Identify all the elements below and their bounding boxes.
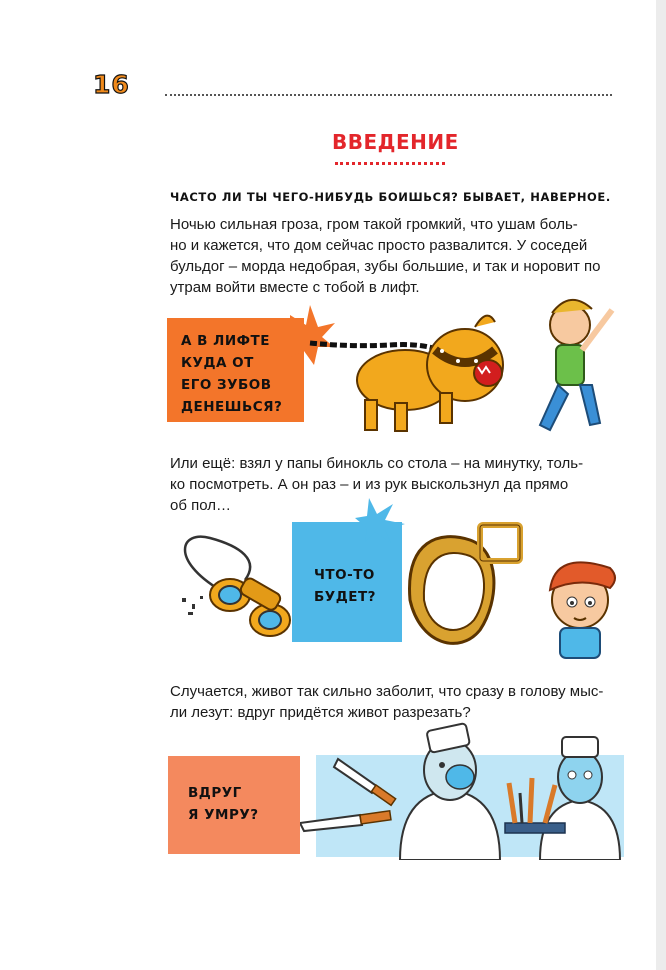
text-line: ко посмотреть. А он раз – и из рук выскользнул да прямо [170,476,569,493]
worried-boy-icon [550,562,615,658]
lead-sentence: ЧАСТО ЛИ ТЫ ЧЕГО-НИБУДЬ БОИШЬСЯ? БЫВАЕТ, НАВЕРНОЕ. [170,190,611,204]
text-line: но и кажется, что дом сейчас просто развалится. У соседей [170,237,588,254]
belt-icon [410,525,520,643]
text-line: об пол… [170,497,231,514]
bulldog-illustration [290,295,635,445]
callout-line: ВДРУГ [188,785,242,801]
binoculars-icon [210,576,290,636]
callout-line: А В ЛИФТЕ [181,333,270,349]
callout-will-i-die [168,756,300,854]
title-dotted-underline [335,162,445,165]
section-title: ВВЕДЕНИЕ [332,130,459,154]
text-line: утрам войти вместе с тобой в лифт. [170,279,420,296]
belt-and-boy-illustration [400,520,630,660]
knife-icon [300,759,396,831]
callout-line: БУДЕТ? [314,589,376,605]
text-line: ли лезут: вдруг придётся живот разрезать? [170,704,471,721]
callout-line: КУДА ОТ [181,355,254,371]
text-line: Ночью сильная гроза, гром такой громкий, что ушам боль- [170,216,578,233]
text-line: бульдог – морда недобрая, зубы большие, и так и норовит по [170,258,601,275]
callout-line: ЧТО-ТО [314,567,375,583]
doctors-illustration [300,715,630,860]
doctor-1-icon [400,723,500,860]
tray-icon [505,778,565,833]
blue-burst-shape [355,498,405,543]
text-line: Случается, живот так сильно заболит, что сразу в голову мыс- [170,683,604,700]
callout-line: ДЕНЕШЬСЯ? [181,399,283,415]
callout-elevator [167,318,304,422]
callout-line: Я УМРУ? [188,807,259,823]
text-line: Или ещё: взял у папы бинокль со стола – на минутку, толь- [170,455,584,472]
paragraph-thunderstorm [170,214,632,298]
header-dotted-rule [165,94,612,96]
callout-line: ЕГО ЗУБОВ [181,377,272,393]
orange-burst-shape [290,305,335,365]
page-number: 16 [93,70,130,99]
